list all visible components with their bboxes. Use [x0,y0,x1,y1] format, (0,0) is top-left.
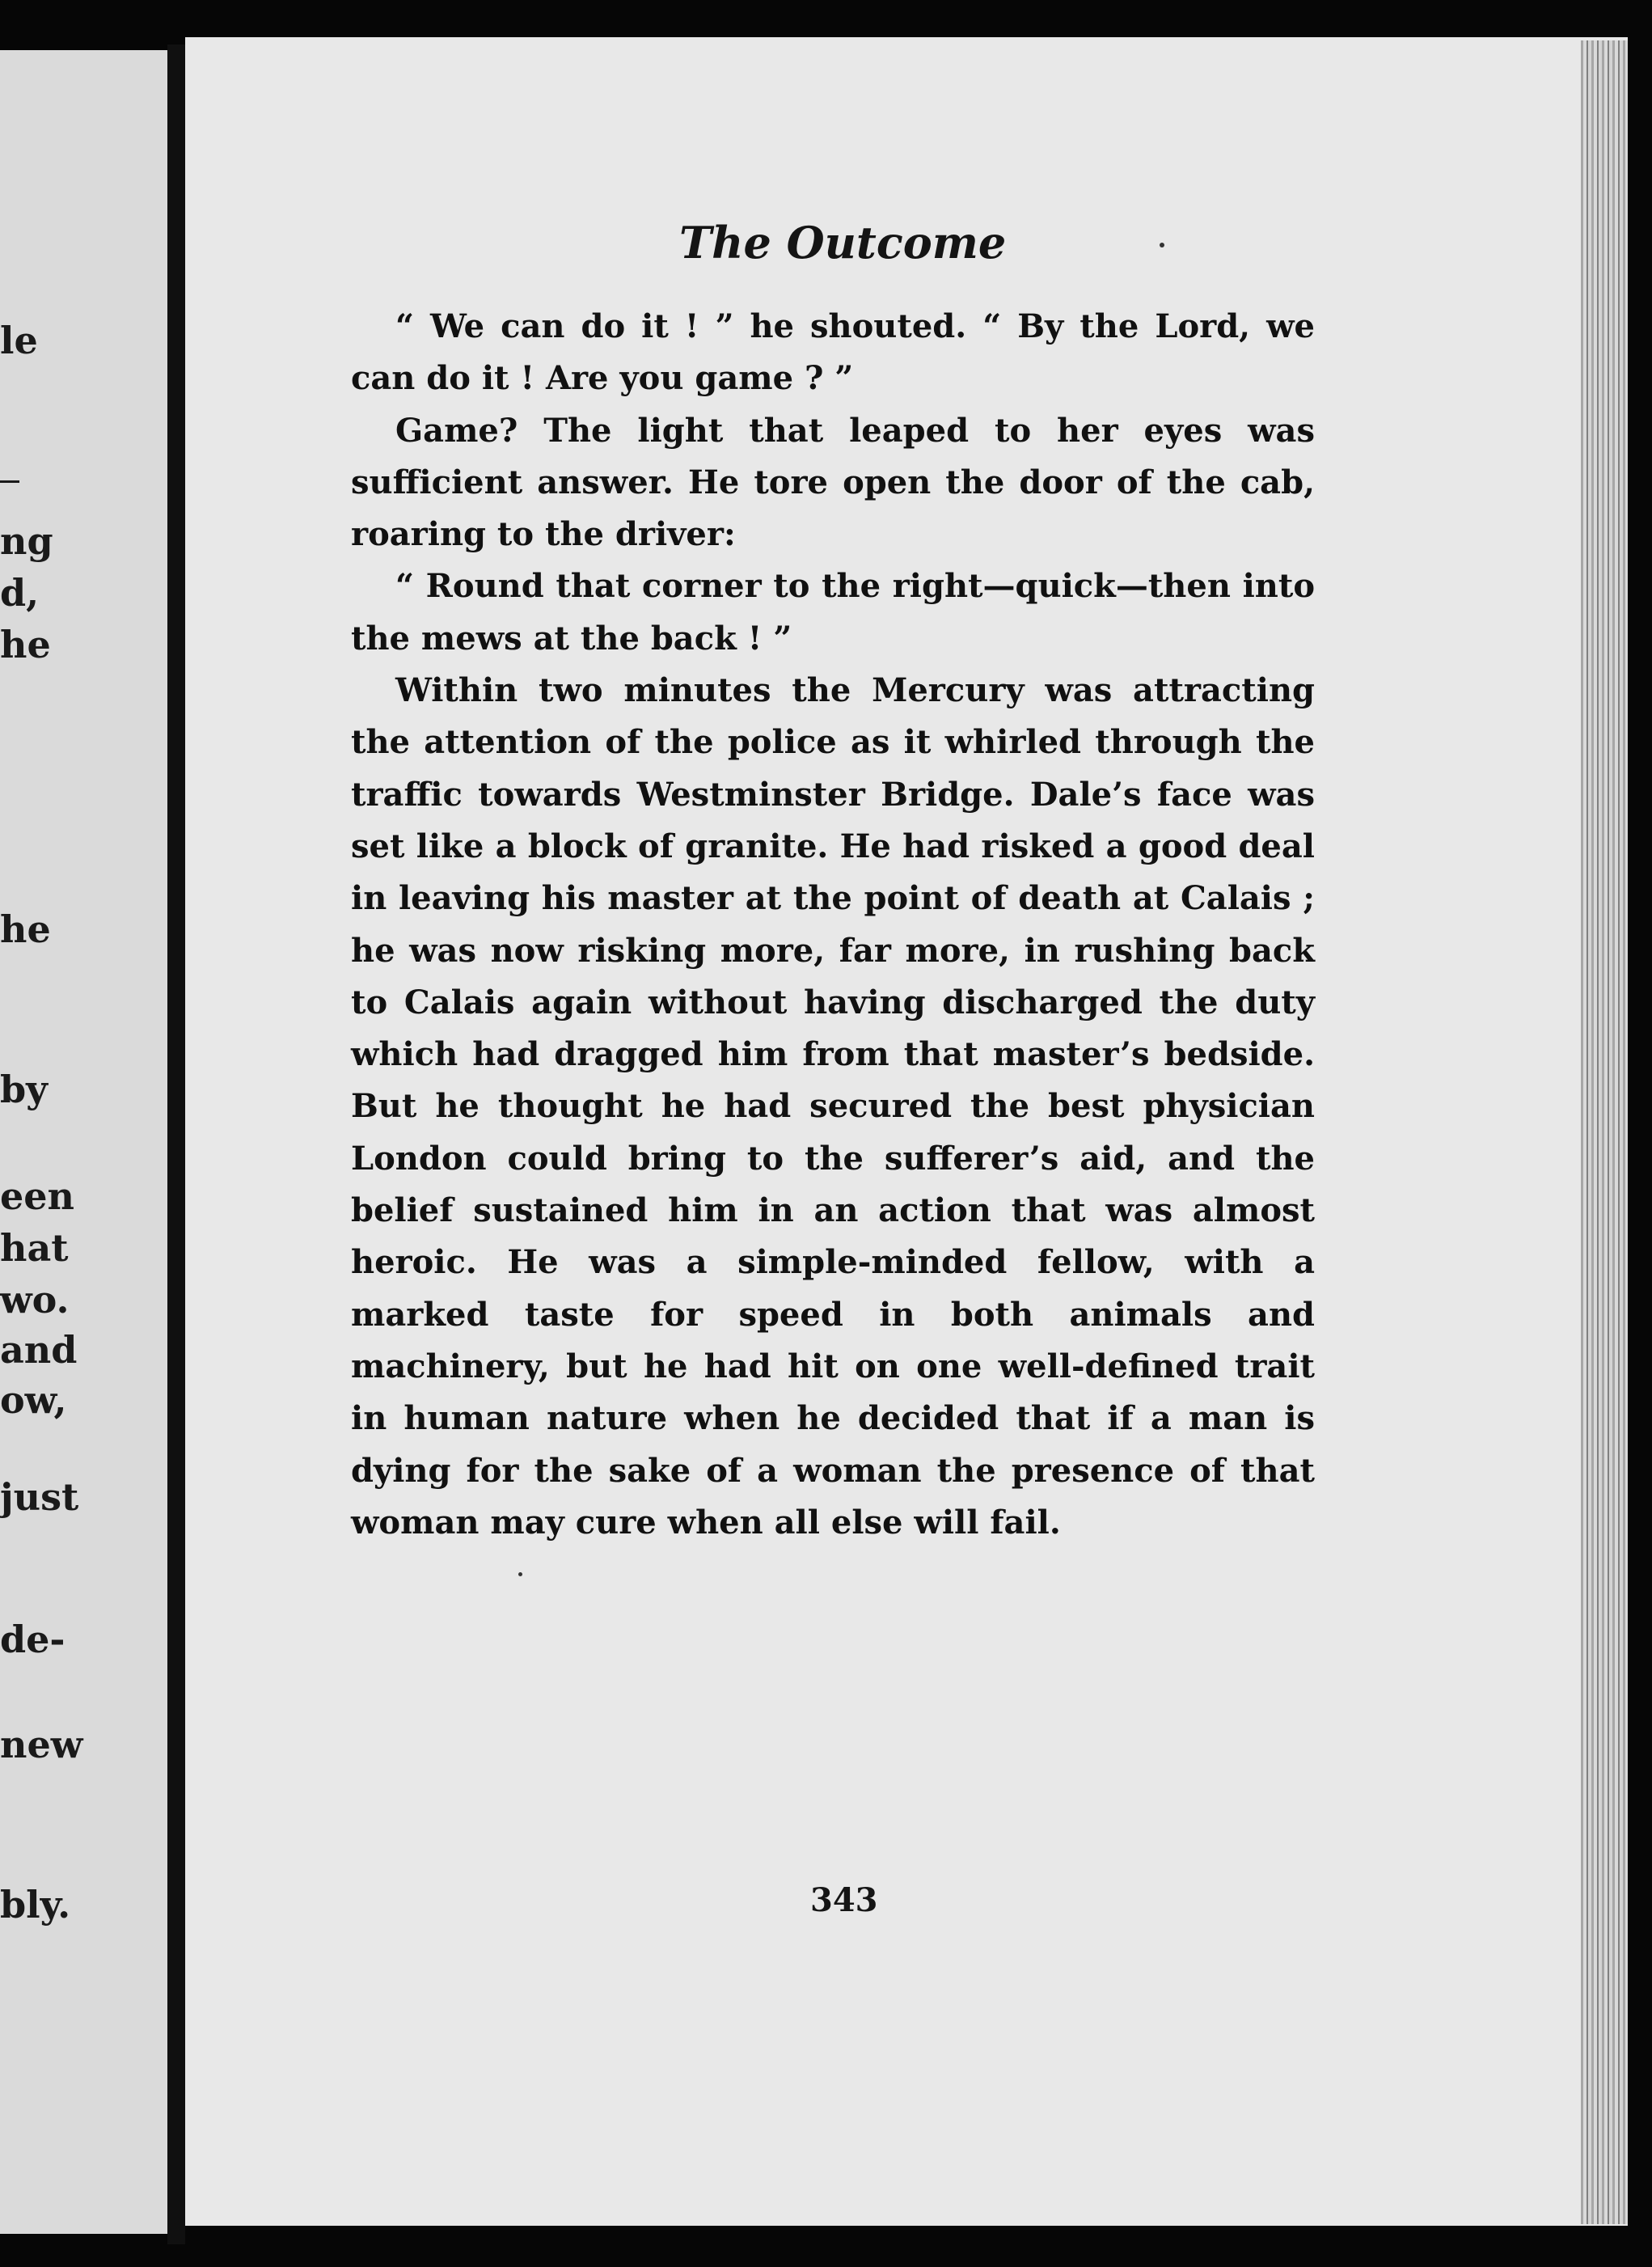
previous-page-fragment: by [0,1068,48,1111]
previous-page-fragment: just [0,1475,79,1519]
paragraph: Game? The light that leaped to her eyes was sufficient answer. He tore open the door of the cab, roaring to the driver: [351,411,1315,554]
previous-page-fragment: ow, [0,1378,67,1422]
paper-speck [1160,243,1164,247]
running-head: The Outcome [679,217,1007,269]
book-gutter [167,44,185,2244]
previous-page-fragment: new [0,1723,83,1766]
previous-page-fragment: le [0,319,38,362]
previous-page-rule [0,480,19,483]
previous-page-fragment: d, [0,571,40,615]
previous-page-fragment: een [0,1174,74,1218]
page-number: 343 [810,1881,878,1919]
previous-page-fragment: he [0,623,51,666]
paragraph: “ Round that corner to the right—quick—then into the mews at the back ! ” [351,567,1315,658]
previous-page-fragment: and [0,1328,78,1372]
previous-page-fragment: ng [0,519,53,563]
page-stack-edge [1581,40,1628,2224]
paper-speck [518,1572,522,1576]
previous-page-fragment: wo. [0,1278,70,1322]
previous-page-fragment: de- [0,1618,65,1661]
previous-page-fragment: hat [0,1226,69,1270]
previous-page-fragment: he [0,907,51,951]
body-text [351,301,1315,1549]
previous-page-edge [0,50,167,2234]
paragraph: “ We can do it ! ” he shouted. “ By the Lord, we can do it ! Are you game ? ” [351,307,1315,398]
previous-page-fragment: bly. [0,1883,71,1927]
paragraph: Within two minutes the Mercury was attracting the attention of the police as it whirled through the traffic towards Westminster Bridge. Dale’s face was set like a block of granite. He had risked a good deal in leaving his master at the point of death at Calais ; he was now risking more, far more, in rushing back to Calais again without having discharged the duty which had dragged him from that master’s bedside. But he thought he had secured the best physician London could bring to the sufferer’s aid, and the belief sustained him in an action that was almost heroic. He was a simple-minded fellow, with a marked taste for speed in both animals and machinery, but he had hit on one well-defined trait in human nature when he decided that if a man is dying for the sake of a woman the presence of that woman may cure when all else will fail. [351,671,1315,1542]
